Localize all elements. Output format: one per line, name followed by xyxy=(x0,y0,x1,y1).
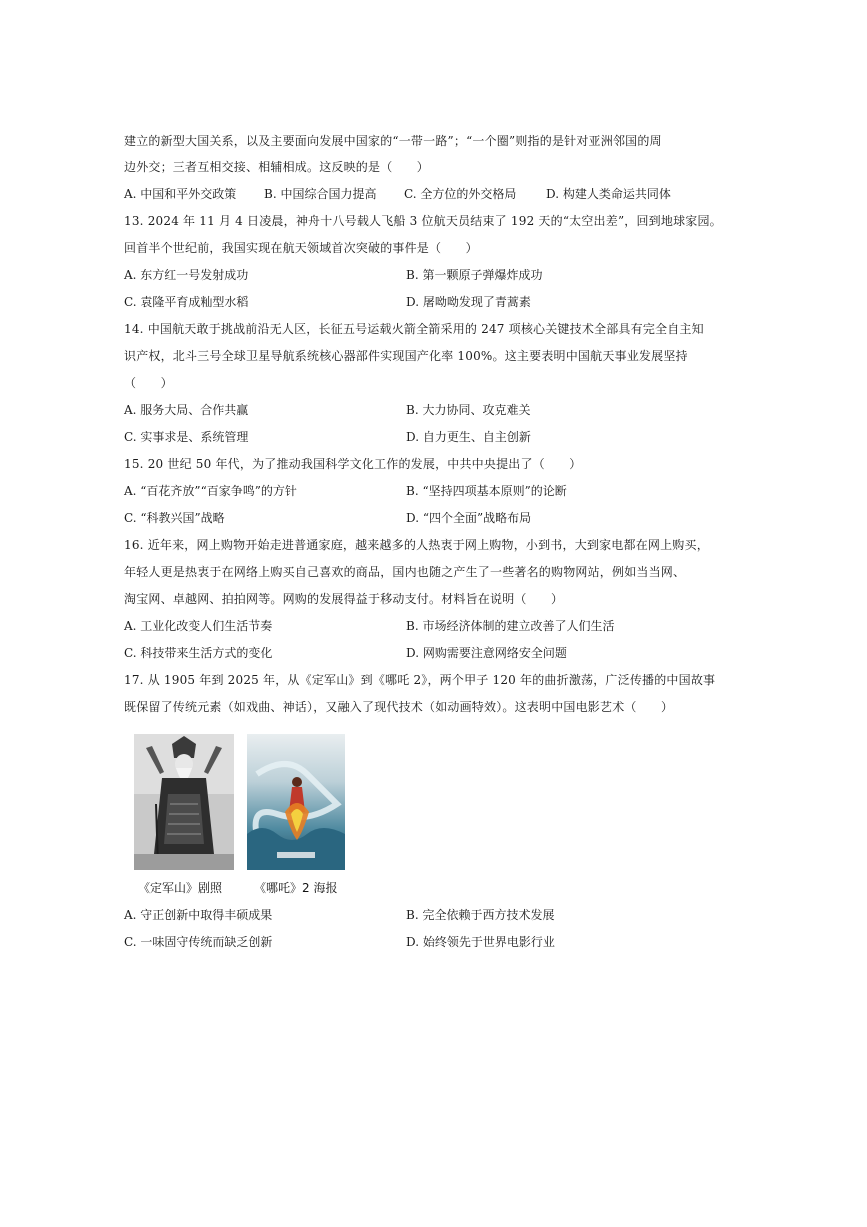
q13-text-line-2: 回首半个世纪前，我国实现在航天领域首次突破的事件是（ ） xyxy=(124,241,478,255)
q17-option-b[interactable]: B. 完全依赖于西方技术发展 xyxy=(406,908,555,922)
nezha2-poster-image xyxy=(247,734,345,870)
q12-option-c[interactable]: C. 全方位的外交格局 xyxy=(404,187,517,201)
q16-option-a[interactable]: A. 工业化改变人们生活节奏 xyxy=(124,619,273,633)
q16-option-d[interactable]: D. 网购需要注意网络安全问题 xyxy=(406,646,567,660)
q14-text-line-1: 14. 中国航天敢于挑战前沿无人区，长征五号运载火箭全箭采用的 247 项核心关键技术全部具有完全自主知 xyxy=(124,322,704,336)
q16-text-line-1: 16. 近年来，网上购物开始走进普通家庭，越来越多的人热衷于网上购物，小到书，大到家电都在网上购买， xyxy=(124,538,709,552)
opera-figure-illustration xyxy=(134,734,234,870)
q17-text-line-2: 既保留了传统元素（如戏曲、神话），又融入了现代技术（如动画特效）。这表明中国电影艺术（ ） xyxy=(124,700,674,714)
q16-option-b[interactable]: B. 市场经济体制的建立改善了人们生活 xyxy=(406,619,615,633)
q16-text-line-2: 年轻人更是热衷于在网络上购买自己喜欢的商品，国内也随之产生了一些著名的购物网站，例如当当网、 xyxy=(124,565,686,579)
q17-option-d[interactable]: D. 始终领先于世界电影行业 xyxy=(406,935,555,949)
q13-text-line-1: 13. 2024 年 11 月 4 日凌晨，神舟十八号载人飞船 3 位航天员结束了 192 天的“太空出差”，回到地球家园。 xyxy=(124,214,722,228)
q14-option-d[interactable]: D. 自力更生、自主创新 xyxy=(406,430,531,444)
q14-text-line-3: （ ） xyxy=(124,376,173,390)
q12-option-a[interactable]: A. 中国和平外交政策 xyxy=(124,187,237,201)
dingjunshan-still-image xyxy=(134,734,234,870)
q15-option-b[interactable]: B. “坚持四项基本原则”的论断 xyxy=(406,484,567,498)
q12-text-line-2: 边外交；三者互相交接、相辅相成。这反映的是（ ） xyxy=(124,160,430,174)
q14-text-line-2: 识产权，北斗三号全球卫星导航系统核心器部件实现国产化率 100%。这主要表明中国航天事业发展坚持 xyxy=(124,349,688,363)
q15-option-c[interactable]: C. “科教兴国”战略 xyxy=(124,511,225,525)
q14-option-c[interactable]: C. 实事求是、系统管理 xyxy=(124,430,249,444)
q12-option-d[interactable]: D. 构建人类命运共同体 xyxy=(546,187,671,201)
q14-option-a[interactable]: A. 服务大局、合作共赢 xyxy=(124,403,249,417)
q16-text-line-3: 淘宝网、卓越网、拍拍网等。网购的发展得益于移动支付。材料旨在说明（ ） xyxy=(124,592,564,606)
q15-option-a[interactable]: A. “百花齐放”“百家争鸣”的方针 xyxy=(124,484,297,498)
q15-text-line-1: 15. 20 世纪 50 年代，为了推动我国科学文化工作的发展，中共中央提出了（ ） xyxy=(124,457,582,471)
q12-option-b[interactable]: B. 中国综合国力提高 xyxy=(264,187,377,201)
q17-text-line-1: 17. 从 1905 年到 2025 年，从《定军山》到《哪吒 2》，两个甲子 120 年的曲折激荡，广泛传播的中国故事 xyxy=(124,673,716,687)
q12-text-line-1: 建立的新型大国关系，以及主要面向发展中国家的“一带一路”；“一个圈”则指的是针对亚洲邻国的周 xyxy=(124,134,662,148)
q17-option-a[interactable]: A. 守正创新中取得丰硕成果 xyxy=(124,908,273,922)
nezha2-caption: 《哪吒》2 海报 xyxy=(254,881,338,895)
q16-option-c[interactable]: C. 科技带来生活方式的变化 xyxy=(124,646,273,660)
q17-option-c[interactable]: C. 一味固守传统而缺乏创新 xyxy=(124,935,273,949)
q15-option-d[interactable]: D. “四个全面”战略布局 xyxy=(406,511,532,525)
q13-option-a[interactable]: A. 东方红一号发射成功 xyxy=(124,268,249,282)
q13-option-b[interactable]: B. 第一颗原子弹爆炸成功 xyxy=(406,268,543,282)
q14-option-b[interactable]: B. 大力协同、攻克难关 xyxy=(406,403,531,417)
q13-option-c[interactable]: C. 袁隆平育成籼型水稻 xyxy=(124,295,249,309)
q13-option-d[interactable]: D. 屠呦呦发现了青蒿素 xyxy=(406,295,531,309)
dingjunshan-caption: 《定军山》剧照 xyxy=(138,881,223,895)
poster-illustration xyxy=(247,734,345,870)
